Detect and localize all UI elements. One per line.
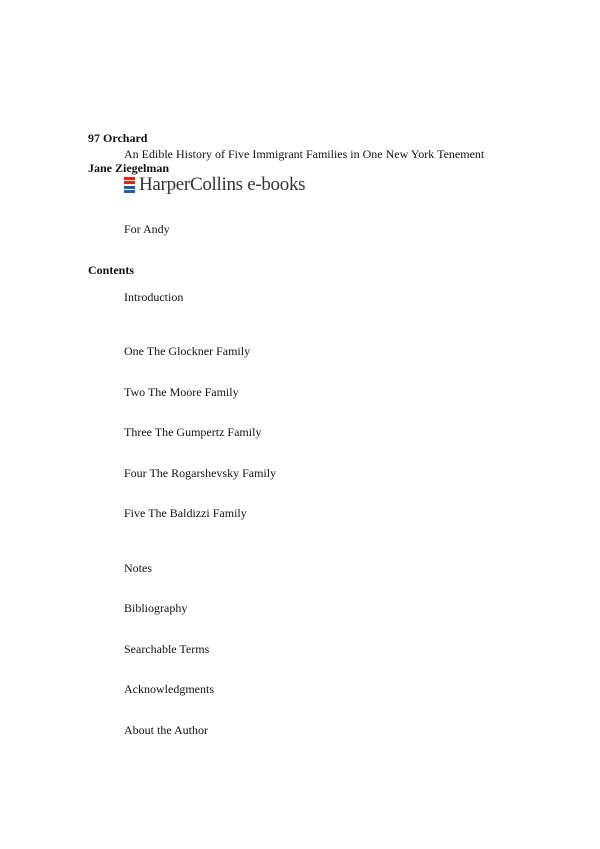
dedication: For Andy: [124, 222, 170, 236]
toc-item-about-the-author[interactable]: About the Author: [124, 723, 208, 737]
toc-item-acknowledgments[interactable]: Acknowledgments: [124, 682, 214, 696]
harpercollins-fire-and-water-icon: [124, 177, 135, 193]
toc-item-chapter-five[interactable]: Five The Baldizzi Family: [124, 506, 247, 520]
toc-item-chapter-four[interactable]: Four The Rogarshevsky Family: [124, 466, 277, 480]
toc-item-introduction[interactable]: Introduction: [124, 290, 184, 304]
publisher-name: HarperCollins e-books: [139, 174, 306, 195]
book-subtitle: An Edible History of Five Immigrant Families in One New York Tenement: [124, 147, 485, 161]
toc-item-bibliography[interactable]: Bibliography: [124, 601, 188, 615]
toc-item-searchable-terms[interactable]: Searchable Terms: [124, 642, 210, 656]
toc-item-notes[interactable]: Notes: [124, 561, 152, 575]
toc-item-chapter-two[interactable]: Two The Moore Family: [124, 385, 239, 399]
toc-item-chapter-three[interactable]: Three The Gumpertz Family: [124, 425, 262, 439]
book-author: Jane Ziegelman: [88, 161, 169, 175]
contents-heading: Contents: [88, 263, 135, 277]
toc-item-chapter-one[interactable]: One The Glockner Family: [124, 344, 251, 358]
book-title: 97 Orchard: [88, 131, 148, 145]
publisher-logo: [124, 174, 305, 196]
